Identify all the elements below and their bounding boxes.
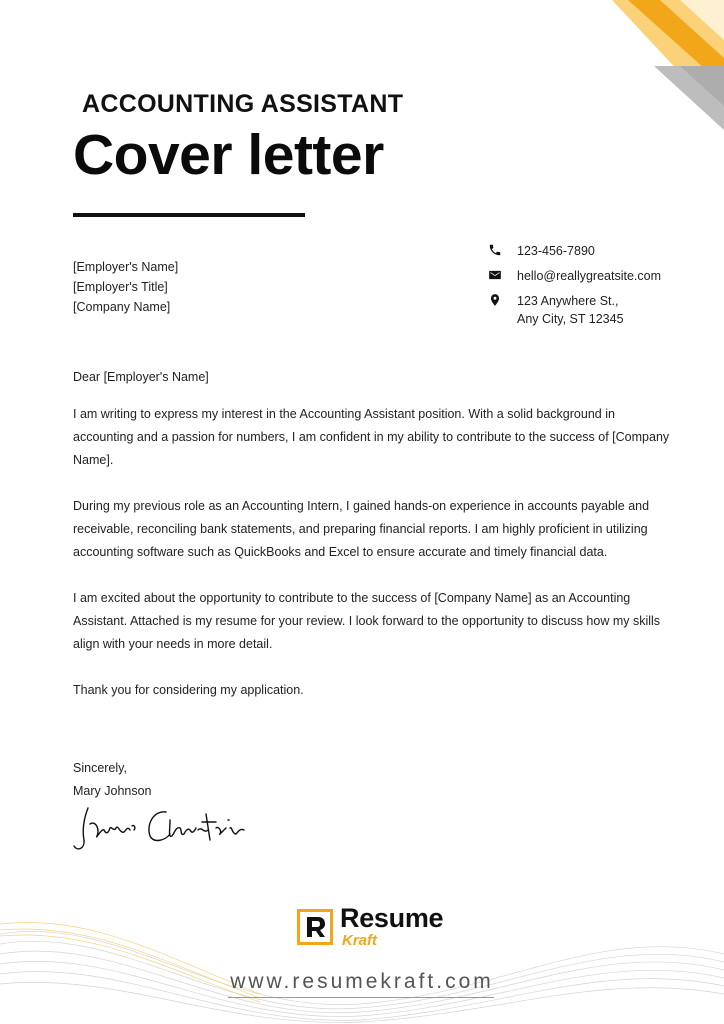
recipient-company: [Company Name] <box>73 300 171 314</box>
signature-image <box>70 800 250 860</box>
contact-address-row <box>488 292 661 328</box>
closing-salutation: Sincerely, <box>73 761 127 775</box>
contact-email-row <box>488 267 661 285</box>
website-link[interactable]: www.resumekraft.com <box>230 970 494 993</box>
contact-block <box>488 242 661 335</box>
letter-paragraph-4: Thank you for considering my application. <box>73 683 304 697</box>
letter-paragraph-3: I am excited about the opportunity to contribute to the success of [Company Name] as an Accounting Assistant. Attached is my resume for your review. I look forward to the opportunity to discuss how my skills align with your needs in more detail. <box>73 591 661 651</box>
website-underline <box>228 997 494 998</box>
contact-address <box>517 292 624 328</box>
address-line-2: Any City, ST 12345 <box>517 312 624 326</box>
location-pin-icon <box>488 293 504 309</box>
recipient-block <box>73 257 178 317</box>
letter-body <box>73 366 673 725</box>
resumekraft-logo-icon <box>296 908 334 946</box>
recipient-name: [Employer's Name] <box>73 260 179 274</box>
logo-wordmark <box>340 905 443 948</box>
logo-word-resume: Resume <box>340 903 444 933</box>
contact-phone-row <box>488 242 661 260</box>
title-underline <box>73 213 305 217</box>
letter-closing <box>73 757 152 803</box>
logo-word-kraft: Kraft <box>342 932 378 949</box>
sender-name: Mary Johnson <box>73 784 152 798</box>
phone-icon <box>488 243 504 259</box>
contact-email[interactable]: hello@reallygreatsite.com <box>517 269 662 283</box>
letter-paragraph-2: During my previous role as an Accounting Intern, I gained hands-on experience in accounts payable and receivable, reconciling bank statements, and preparing financial reports. I am highly proficient in utilizing accounting software such as QuickBooks and Excel to ensure accurate and timely financial data. <box>73 499 650 559</box>
letter-greeting: Dear [Employer's Name] <box>73 370 209 384</box>
email-icon <box>488 268 504 284</box>
brand-logo[interactable] <box>296 905 443 948</box>
contact-phone: 123-456-7890 <box>517 244 595 258</box>
address-line-1: 123 Anywhere St., <box>517 294 619 308</box>
job-title-subtitle: ACCOUNTING ASSISTANT <box>82 90 404 118</box>
page-title: Cover letter <box>73 123 384 187</box>
recipient-title: [Employer's Title] <box>73 280 168 294</box>
letter-paragraph-1: I am writing to express my interest in the Accounting Assistant position. With a solid background in accounting and a passion for numbers, I am confident in my ability to contribute to the success of [Company Name]. <box>73 407 670 467</box>
